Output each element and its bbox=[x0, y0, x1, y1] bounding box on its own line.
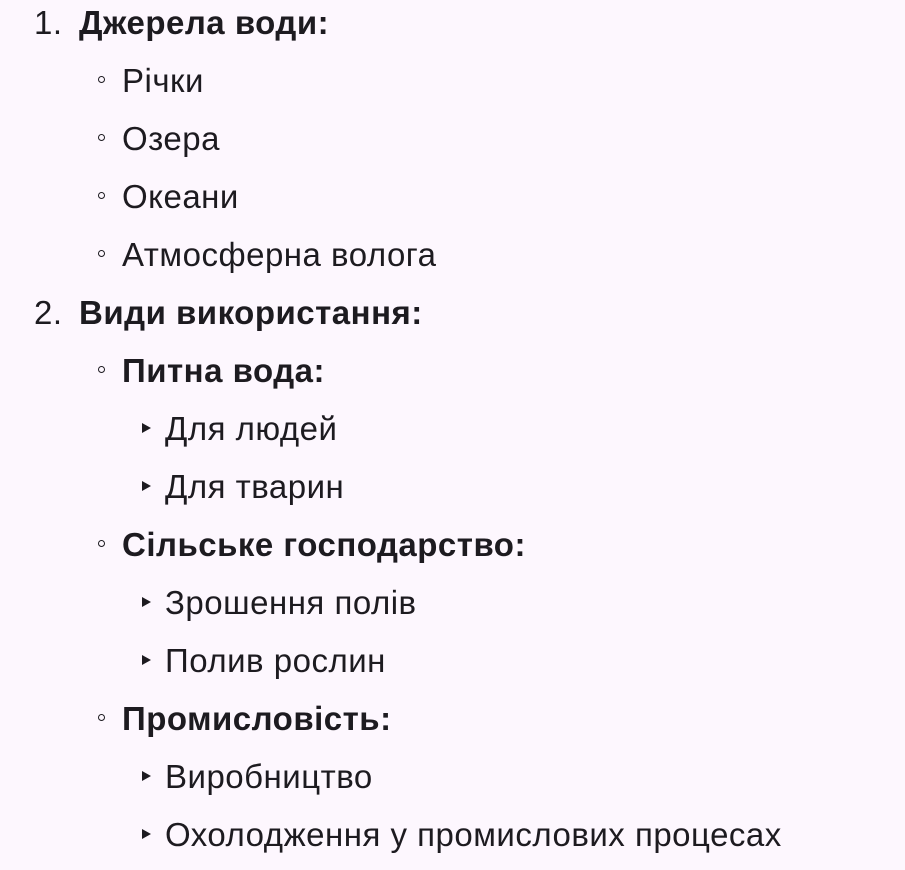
list-item-label: Атмосферна волога bbox=[122, 236, 437, 273]
subsection-heading: Сільське господарство: bbox=[122, 526, 526, 563]
list-number: 2. bbox=[34, 294, 63, 331]
nested-item-label: Зрошення полів bbox=[165, 584, 417, 621]
triangle-bullet-icon bbox=[142, 481, 151, 491]
section-heading: Джерела води: bbox=[79, 4, 330, 41]
subsection-heading: Промисловість: bbox=[122, 700, 392, 737]
nested-item-label: Полив рослин bbox=[165, 642, 386, 679]
subsection-heading: Питна вода: bbox=[122, 352, 325, 389]
nested-item-label: Виробництво bbox=[165, 758, 373, 795]
circle-bullet-icon bbox=[98, 192, 105, 199]
nested-item-label: Для тварин bbox=[165, 468, 345, 505]
triangle-bullet-icon bbox=[142, 423, 151, 433]
section-heading: Види використання: bbox=[79, 294, 423, 331]
triangle-bullet-icon bbox=[142, 597, 151, 607]
triangle-bullet-icon bbox=[142, 771, 151, 781]
list-item-label: Озера bbox=[122, 120, 220, 157]
circle-bullet-icon bbox=[98, 366, 105, 373]
nested-item-label: Для людей bbox=[165, 410, 338, 447]
circle-bullet-icon bbox=[98, 134, 105, 141]
list-item-label: Океани bbox=[122, 178, 239, 215]
circle-bullet-icon bbox=[98, 76, 105, 83]
circle-bullet-icon bbox=[98, 250, 105, 257]
circle-bullet-icon bbox=[98, 714, 105, 721]
list-item-label: Річки bbox=[122, 62, 204, 99]
nested-item-label: Охолодження у промислових процесах bbox=[165, 816, 782, 853]
list-number: 1. bbox=[34, 4, 63, 41]
circle-bullet-icon bbox=[98, 540, 105, 547]
triangle-bullet-icon bbox=[142, 829, 151, 839]
triangle-bullet-icon bbox=[142, 655, 151, 665]
